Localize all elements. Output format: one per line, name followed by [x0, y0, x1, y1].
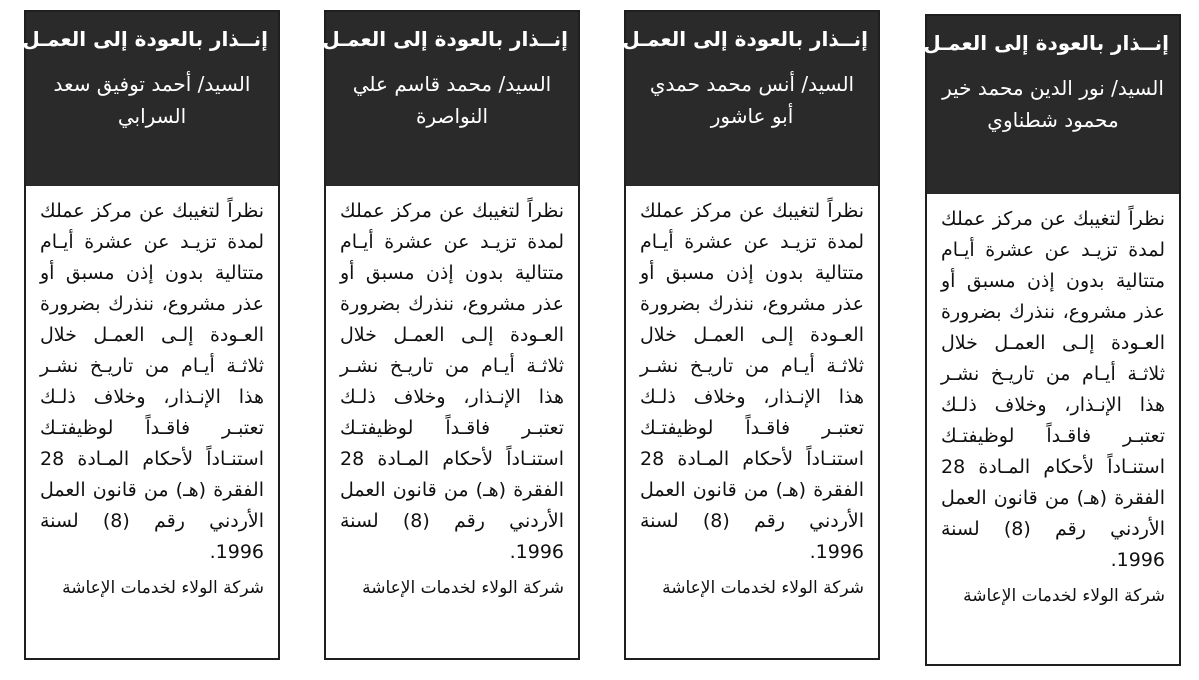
company-name: شركة الولاء لخدمات الإعاشة [662, 578, 864, 598]
company-name: شركة الولاء لخدمات الإعاشة [62, 578, 264, 598]
notice-mohammad-qasem [324, 10, 580, 660]
notice-ahmad-tawfiq [24, 10, 280, 660]
notice-title: إنــذار بالعودة إلى العمـل [322, 27, 568, 51]
notice-header [22, 12, 278, 186]
notice-title: إنــذار بالعودة إلى العمـل [923, 31, 1169, 55]
notice-text: نظراً لتغيبك عن مركز عملك لمدة تزيـد عن عشرة أيـام متتالية بدون إذن مسبق أو عذر مشروع، ننذرك بضرورة العـودة إلـى العمـل خلال ثلاثـة أيـام من تاريـخ نشـر هذا الإنـذار، وخلاف ذلـك تعتبـر فاقـداً لوظيفتـك استنـاداً لأحكام المـادة 28 الفقرة (هـ) من قانون العمل الأردني رقم (8) لسنة 1996. [340, 200, 564, 563]
notice-header [322, 12, 578, 186]
notice-title: إنــذار بالعودة إلى العمـل [22, 27, 268, 51]
recipient-name: السيد/ محمد قاسم علي النواصرة [352, 72, 552, 128]
notice-body [626, 186, 878, 610]
notice-body [326, 186, 578, 610]
notice-nour-aldeen [925, 14, 1181, 666]
notice-anas-mohammad [624, 10, 880, 660]
notice-body [26, 186, 278, 610]
notice-text: نظراً لتغيبك عن مركز عملك لمدة تزيـد عن عشرة أيـام متتالية بدون إذن مسبق أو عذر مشروع، ننذرك بضرورة العـودة إلـى العمـل خلال ثلاثـة أيـام من تاريـخ نشـر هذا الإنـذار، وخلاف ذلـك تعتبـر فاقـداً لوظيفتـك استنـاداً لأحكام المـادة 28 الفقرة (هـ) من قانون العمل الأردني رقم (8) لسنة 1996. [640, 200, 864, 563]
notice-header [622, 12, 878, 186]
recipient-name: السيد/ أحمد توفيق سعد السرابي [53, 72, 251, 128]
company-name: شركة الولاء لخدمات الإعاشة [963, 586, 1165, 606]
notice-header [923, 16, 1179, 194]
notice-text: نظراً لتغيبك عن مركز عملك لمدة تزيـد عن عشرة أيـام متتالية بدون إذن مسبق أو عذر مشروع، ننذرك بضرورة العـودة إلـى العمـل خلال ثلاثـة أيـام من تاريـخ نشـر هذا الإنـذار، وخلاف ذلـك تعتبـر فاقـداً لوظيفتـك استنـاداً لأحكام المـادة 28 الفقرة (هـ) من قانون العمل الأردني رقم (8) لسنة 1996. [40, 200, 264, 563]
notice-title: إنــذار بالعودة إلى العمـل [622, 27, 868, 51]
company-name: شركة الولاء لخدمات الإعاشة [362, 578, 564, 598]
recipient-name: السيد/ أنس محمد حمدي أبو عاشور [649, 72, 855, 128]
notice-text: نظراً لتغيبك عن مركز عملك لمدة تزيـد عن عشرة أيـام متتالية بدون إذن مسبق أو عذر مشروع، ننذرك بضرورة العـودة إلـى العمـل خلال ثلاثـة أيـام من تاريـخ نشـر هذا الإنـذار، وخلاف ذلـك تعتبـر فاقـداً لوظيفتـك استنـاداً لأحكام المـادة 28 الفقرة (هـ) من قانون العمل الأردني رقم (8) لسنة 1996. [941, 208, 1165, 571]
notice-body [927, 194, 1179, 618]
recipient-name: السيد/ نور الدين محمد خير محمود شطناوي [942, 76, 1164, 132]
